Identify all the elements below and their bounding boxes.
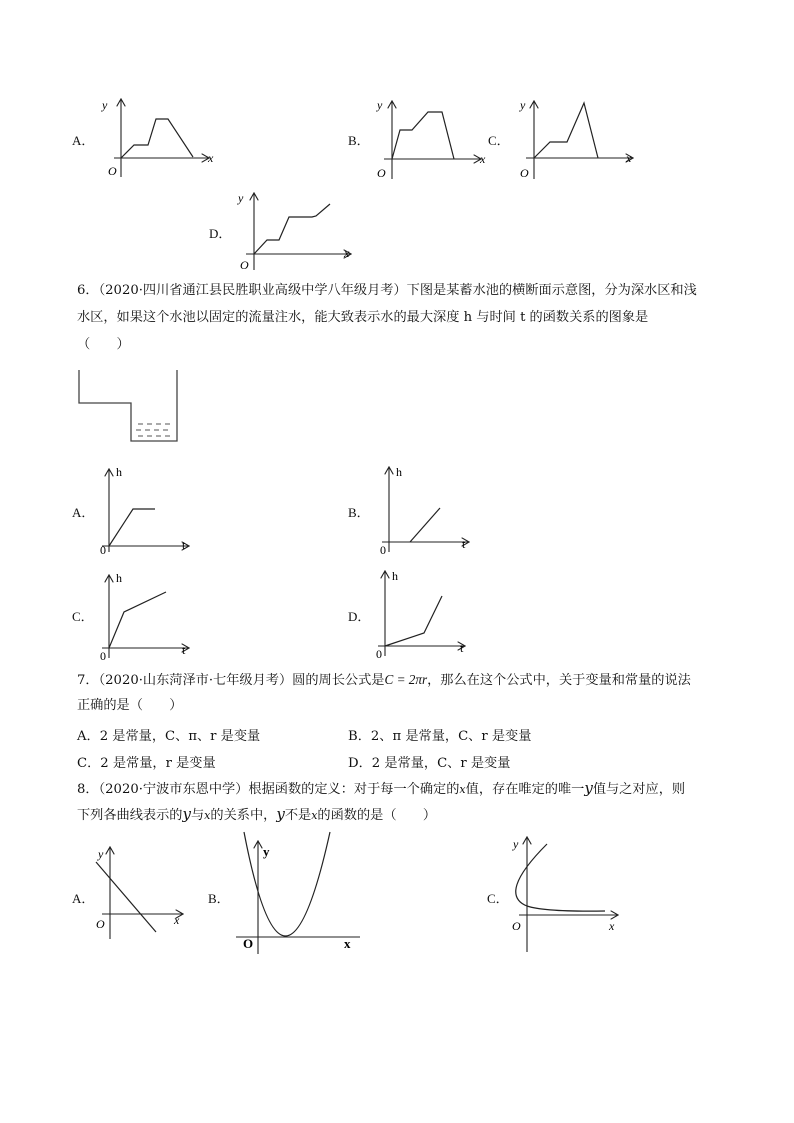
var-y: y: [182, 805, 191, 823]
q7-option-a[interactable]: A．2 是常量，C、π、r 是变量: [77, 729, 261, 744]
q7-formula: C = 2πr: [384, 672, 428, 687]
x-axis-label: x: [480, 152, 486, 166]
origin-label: O: [108, 164, 117, 178]
var-x: x: [459, 783, 466, 796]
q8-graph-b[interactable]: [228, 830, 368, 955]
origin-label: O: [377, 166, 386, 180]
x-axis-label: t: [460, 641, 464, 655]
q8-graph-c[interactable]: [505, 832, 625, 954]
x-axis-label: x: [208, 151, 214, 165]
origin-label: O: [240, 258, 249, 272]
origin-label: O: [96, 917, 105, 931]
q7-suffix: ，那么在这个公式中，关于变量和常量的说法: [427, 673, 691, 688]
q6-text-line1: 6．（2020·四川省通江县民胜职业高级中学八年级月考）下图是某蓄水池的横断面示意图，分为深水区和浅: [77, 283, 697, 298]
graph-line: [121, 119, 193, 158]
q8-line2-part-e: 的函数的是（ ）: [317, 808, 437, 823]
x-axis-label: x: [626, 151, 632, 165]
y-axis-label: h: [392, 569, 398, 583]
q6-option-b-label[interactable]: B．: [348, 505, 370, 520]
y-axis-label: h: [116, 465, 122, 479]
q6-graph-c[interactable]: [94, 568, 194, 663]
q7-text-line2: 正确的是（ ）: [77, 698, 183, 713]
origin-label: O: [520, 166, 529, 180]
q5-option-c-label[interactable]: C．: [488, 133, 510, 148]
y-axis-label: h: [116, 571, 122, 585]
y-axis-label: y: [513, 837, 519, 851]
q8-line2-part-b: 与: [190, 808, 205, 823]
x-axis-label: t: [182, 643, 186, 657]
q5-option-a-label[interactable]: A．: [72, 133, 95, 148]
q6-pool-cross-section: [78, 370, 178, 442]
y-axis-label: y: [520, 98, 526, 112]
q8-line2-part-a: 下列各曲线表示的: [77, 808, 183, 823]
q8-line1-part-a: 8．（2020·宁波市东恩中学）根据函数的定义：对于每一个确定的: [77, 782, 460, 797]
q8-text-line2: [77, 806, 436, 824]
q8-line1-part-b: 值，存在唯定的唯一: [465, 782, 585, 797]
x-axis-label: x: [174, 913, 180, 927]
var-y: y: [584, 779, 593, 797]
q8-text-line1: [77, 780, 685, 798]
q6-text-line2: 水区，如果这个水池以固定的流量注水，能大致表示水的最大深度 h 与时间 t 的函数关系的图象是: [77, 310, 649, 325]
q7-option-b[interactable]: B．2、π 是常量，C、r 是变量: [348, 729, 532, 744]
q5-graph-c[interactable]: [512, 97, 642, 182]
x-axis-label: x: [609, 919, 615, 933]
var-y: y: [276, 805, 285, 823]
q8-line2-part-c: 的关系中，: [210, 808, 277, 823]
q8-line2-part-d: 不是: [284, 808, 312, 823]
x-axis-label: t: [182, 538, 186, 552]
origin-label: 0: [100, 649, 106, 663]
y-axis-label: y: [238, 191, 244, 205]
q5-graph-d[interactable]: [232, 190, 357, 272]
q5-option-b-label[interactable]: B．: [348, 133, 370, 148]
y-axis-label: y: [102, 98, 108, 112]
q6-option-c-label[interactable]: C．: [72, 609, 94, 624]
origin-label: 0: [380, 543, 386, 557]
y-axis-label: y: [377, 98, 383, 112]
q6-option-d-label[interactable]: D．: [348, 609, 371, 624]
y-axis-label: h: [396, 465, 402, 479]
q5-graph-a[interactable]: [96, 95, 216, 180]
q6-graph-a[interactable]: [94, 462, 194, 557]
origin-label: O: [243, 936, 254, 951]
q8-line1-part-c: 值与之对应，则: [592, 782, 686, 797]
x-axis-label: x: [344, 936, 351, 951]
x-axis-label: x: [344, 246, 350, 260]
var-x: x: [204, 809, 211, 822]
q7-text-line1: [77, 671, 691, 689]
q8-option-c-label[interactable]: C．: [487, 891, 509, 906]
q6-answer-blank: （ ）: [77, 337, 130, 352]
q6-graph-b[interactable]: [374, 462, 474, 557]
q7-prefix: 7．（2020·山东菏泽市·七年级月考）圆的周长公式是: [77, 673, 385, 688]
y-axis-label: y: [263, 844, 270, 859]
origin-label: 0: [376, 647, 382, 661]
q8-graph-a[interactable]: [92, 842, 192, 942]
x-axis-label: t: [462, 537, 466, 551]
q7-option-d[interactable]: D．2 是常量，C、r 是变量: [348, 756, 511, 771]
q7-option-c[interactable]: C．2 是常量，r 是变量: [77, 756, 216, 771]
q8-option-a-label[interactable]: A．: [72, 891, 95, 906]
q8-option-b-label[interactable]: B．: [208, 891, 230, 906]
q5-option-d-label[interactable]: D．: [209, 226, 232, 241]
y-axis-label: y: [98, 847, 104, 861]
origin-label: O: [512, 919, 521, 933]
q6-graph-d[interactable]: [372, 566, 472, 661]
origin-label: 0: [100, 543, 106, 557]
var-x: x: [311, 809, 318, 822]
q5-graph-b[interactable]: [372, 97, 492, 182]
q6-option-a-label[interactable]: A．: [72, 505, 95, 520]
